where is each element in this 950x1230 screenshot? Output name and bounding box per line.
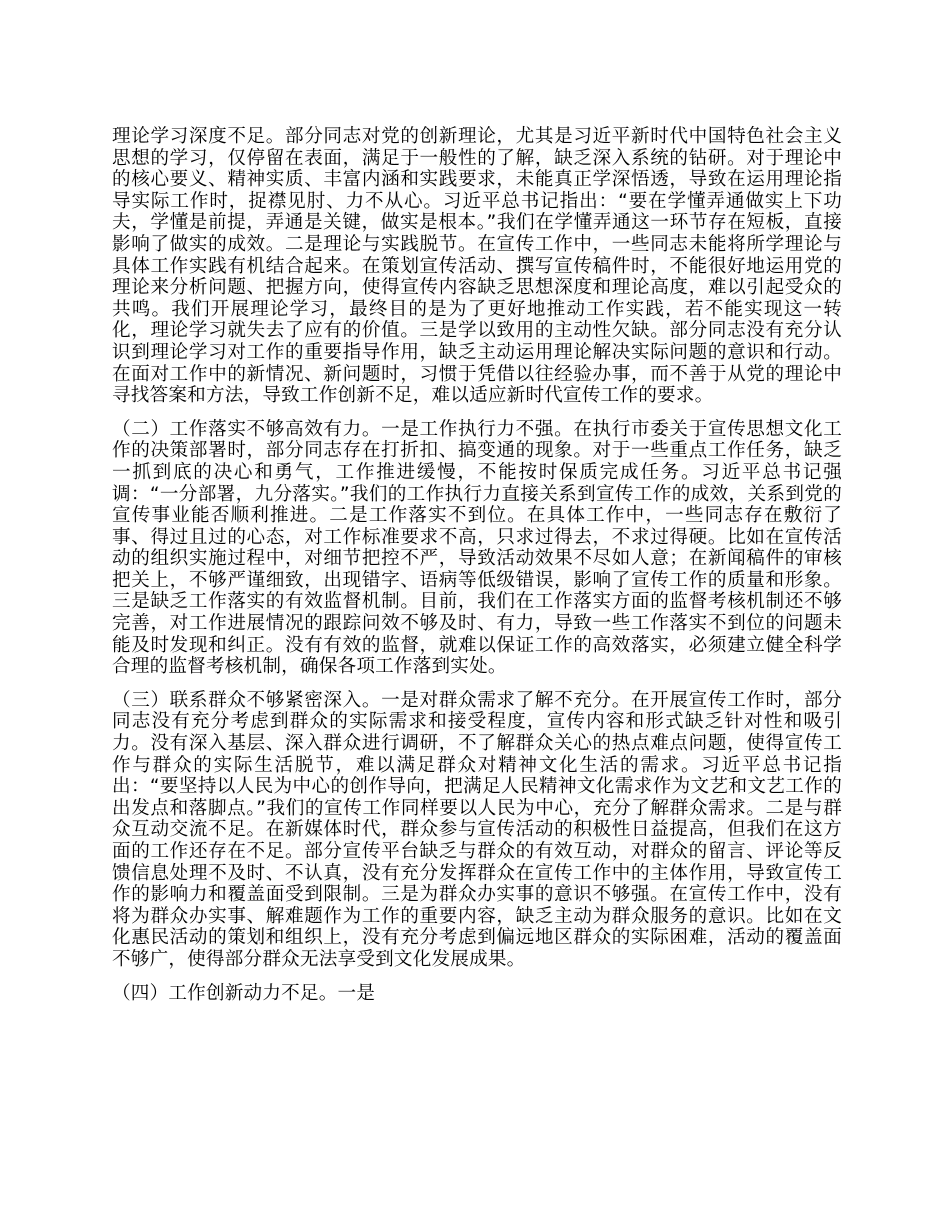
paragraph-innovation: （四）工作创新动力不足。一是 (112, 982, 376, 1004)
document-page (112, 126, 842, 1016)
paragraph-work-implementation: （二）工作落实不够高效有力。一是工作执行力不强。在执行市委关于宣传思想文化工作的决策部署时，部分同志存在打折扣、搞变通的现象。对于一些重点工作任务，缺乏一抓到底的决心和勇气，工作推进缓慢，不能按时保质完成任务。习近平总书记强调：“一分部署，九分落实。”我们的工作执行力直接关系到宣传工作的成效，关系到党的宣传事业能否顺利推进。二是工作落实不到位。在具体工作中，一些同志存在敷衍了事、得过且过的心态，对工作标准要求不高，只求过得去，不求过得硬。比如在宣传活动的组织实施过程中，对细节把控不严，导致活动效果不尽如人意；在新闻稿件的审核把关上，不够严谨细致，出现错字、语病等低级错误，影响了宣传工作的质量和形象。三是缺乏工作落实的有效监督机制。目前，我们在工作落实方面的监督考核机制还不够完善，对工作进展情况的跟踪问效不够及时、有力，导致一些工作落实不到位的问题未能及时发现和纠正。没有有效的监督，就难以保证工作的高效落实，必须建立健全科学合理的监督考核机制，确保各项工作落到实处。 (112, 418, 842, 678)
paragraph-theory-study: 理论学习深度不足。部分同志对党的创新理论，尤其是习近平新时代中国特色社会主义思想的学习，仅停留在表面，满足于一般性的了解，缺乏深入系统的钻研。对于理论中的核心要义、精神实质、丰富内涵和实践要求，未能真正学深悟透，导致在运用理论指导实际工作时，捉襟见肘、力不从心。习近平总书记指出：“要在学懂弄通做实上下功夫，学懂是前提，弄通是关键，做实是根本。”我们在学懂弄通这一环节存在短板，直接影响了做实的成效。二是理论与实践脱节。在宣传工作中，一些同志未能将所学理论与具体工作实践有机结合起来。在策划宣传活动、撰写宣传稿件时，不能很好地运用党的理论来分析问题、把握方向，使得宣传内容缺乏思想深度和理论高度，难以引起受众的共鸣。我们开展理论学习，最终目的是为了更好地推动工作实践，若不能实现这一转化，理论学习就失去了应有的价值。三是学以致用的主动性欠缺。部分同志没有充分认识到理论学习对工作的重要指导作用，缺乏主动运用理论解决实际问题的意识和行动。在面对工作中的新情况、新问题时，习惯于凭借以往经验办事，而不善于从党的理论中寻找答案和方法，导致工作创新不足，难以适应新时代宣传工作的要求。 (112, 126, 842, 407)
paragraph-mass-contact: （三）联系群众不够紧密深入。一是对群众需求了解不充分。在开展宣传工作时，部分同志没有充分考虑到群众的实际需求和接受程度，宣传内容和形式缺乏针对性和吸引力。没有深入基层、深入群众进行调研，不了解群众关心的热点难点问题，使得宣传工作与群众的实际生活脱节，难以满足群众对精神文化生活的需求。习近平总书记指出：“要坚持以人民为中心的创作导向，把满足人民精神文化需求作为文艺和文艺工作的出发点和落脚点。”我们的宣传工作同样要以人民为中心，充分了解群众需求。二是与群众互动交流不足。在新媒体时代，群众参与宣传活动的积极性日益提高，但我们在这方面的工作还存在不足。部分宣传平台缺乏与群众的有效互动，对群众的留言、评论等反馈信息处理不及时、不认真，没有充分发挥群众在宣传工作中的主体作用，导致宣传工作的影响力和覆盖面受到限制。三是为群众办实事的意识不够强。在宣传工作中，没有将为群众办实事、解难题作为工作的重要内容，缺乏主动为群众服务的意识。比如在文化惠民活动的策划和组织上，没有充分考虑到偏远地区群众的实际困难，活动的覆盖面不够广，使得部分群众无法享受到文化发展成果。 (112, 689, 842, 970)
